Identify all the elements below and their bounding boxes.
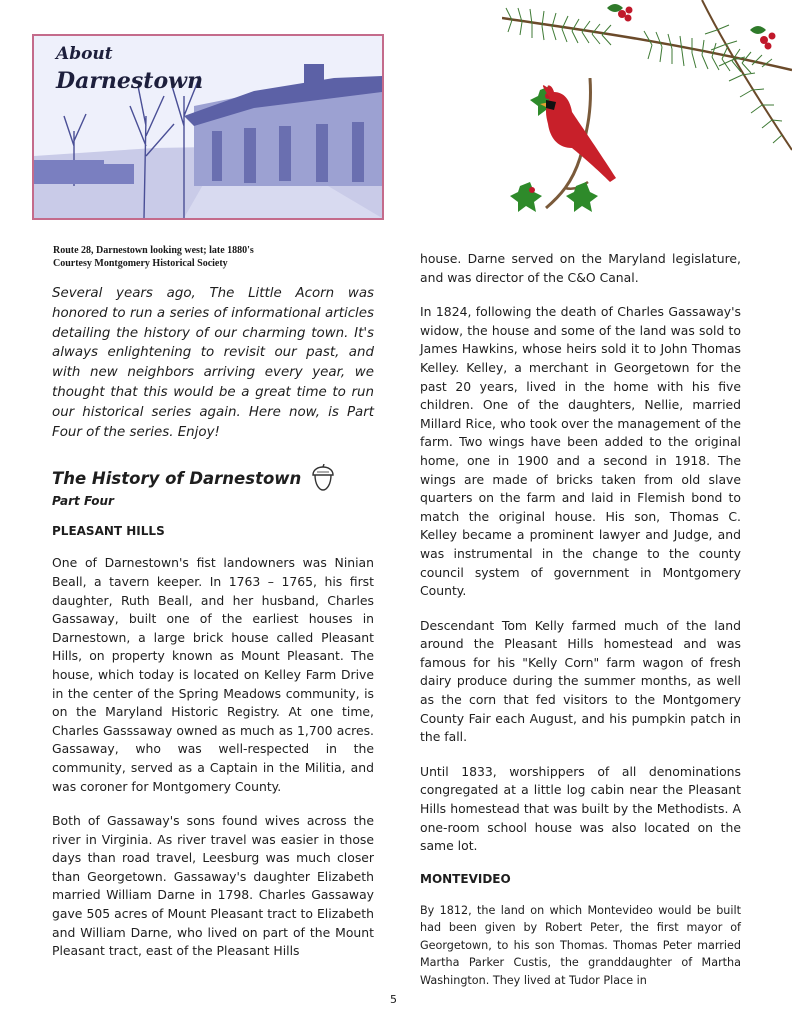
caption-line-1: Route 28, Darnestown looking west; late 1880's [53, 245, 254, 256]
photo-caption [53, 244, 373, 270]
section-subtitle: Part Four [52, 494, 114, 509]
intro-paragraph: Several years ago, The Little Acorn was honored to run a series of informational articles detailing the history of our charming town. It's always enlightening to revisit our past, and with new neighbors arriving every year, we thought that this would be a great time to run our historical series again. Here now, is Part Four of the series. Enjoy! [52, 286, 374, 440]
caption-line-2: Courtesy Montgomery Historical Society [53, 258, 228, 269]
header-photo [32, 34, 384, 220]
right-column [420, 250, 741, 989]
left-column [52, 284, 374, 977]
pleasant-hills-paragraph-1: One of Darnestown's fist landowners was Ninian Beall, a tavern keeper. In 1763 – 1765, his first daughter, Ruth Beall, and her husband, Charles Gassaway, built one of the earliest houses in Darnestown, a large brick house called Pleasant Hills, on property known as Mount Pleasant. The house, which today is located on Kelley Farm Drive in the center of the Spring Meadows community, is on the Maryland Historic Registry. At one time, Charles Gasssaway owned as much as 1,700 acres. Gassaway, who was well-respected in the community, served as a Captain in the Militia, and was coroner for Montgomery County. [52, 555, 374, 794]
header-title-about: About [56, 44, 113, 64]
section-title-text: The History of Darnestown [52, 468, 302, 488]
section-title [52, 464, 374, 492]
pleasant-hills-paragraph-2: Both of Gassaway's sons found wives across the river in Virginia. As river travel was easier in those days than road travel, Leesburg was much closer than Georgetown. Gassaway's daughter Elizabeth married William Darne in 1798. Charles Gassaway gave 505 acres of Mount Pleasant tract to Elizabeth and William Darne, who lived on part of the Mount Pleasant tract, east of the Pleasant Hills [52, 813, 374, 959]
page-number: 5 [390, 993, 397, 1006]
pleasant-hills-paragraph-3: In 1824, following the death of Charles Gassaway's widow, the house and some of the land was sold to James Hawkins, whose heirs sold it to John Thomas Kelley. Kelley, a merchant in Georgetown for the past 20 years, lived in the home with his five children. One of the daughters, Nellie, married Millard Rice, who took over the management of the farm. Two wings have been added to the original home, one in 1900 and a second in 1918. The wings are made of bricks taken from old slave quarters on the farm and laid in Flemish bond to match the original house. His son, Thomas C. Kelley became a prominent lawyer and Judge, and was instrumental in the change to the county council system of government in Montgomery County. [420, 304, 741, 599]
acorn-icon [309, 464, 337, 492]
montevideo-heading: MONTEVIDEO [420, 871, 511, 886]
pleasant-hills-paragraph-2-continued: house. Darne served on the Maryland legislature, and was director of the C&O Canal. [420, 251, 741, 285]
cardinal-bird-illustration [510, 78, 630, 223]
pleasant-hills-paragraph-4: Descendant Tom Kelly farmed much of the land around the Pleasant Hills homestead and was famous for his "Kelly Corn" farm wagon of fresh dairy produce during the summer months, as well as the corn that fed visitors to the Montgomery County Fair each August, and his pumpkin patch in the fall. [420, 617, 741, 745]
pleasant-hills-heading: PLEASANT HILLS [52, 524, 165, 539]
montevideo-paragraph-1: By 1812, the land on which Montevideo would be built had been given by Robert Peter, the first mayor of Georgetown, to his son Thomas. Thomas Peter married Martha Parker Custis, the granddaughter of Martha Washington. They lived at Tudor Place in [420, 903, 741, 987]
pleasant-hills-paragraph-5: Until 1833, worshippers of all denominations congregated at a little log cabin near the Pleasant Hills homestead that was built by the Methodists. A one-room school house was also located on the same lot. [420, 763, 741, 854]
header-title-darnestown: Darnestown [56, 68, 204, 94]
